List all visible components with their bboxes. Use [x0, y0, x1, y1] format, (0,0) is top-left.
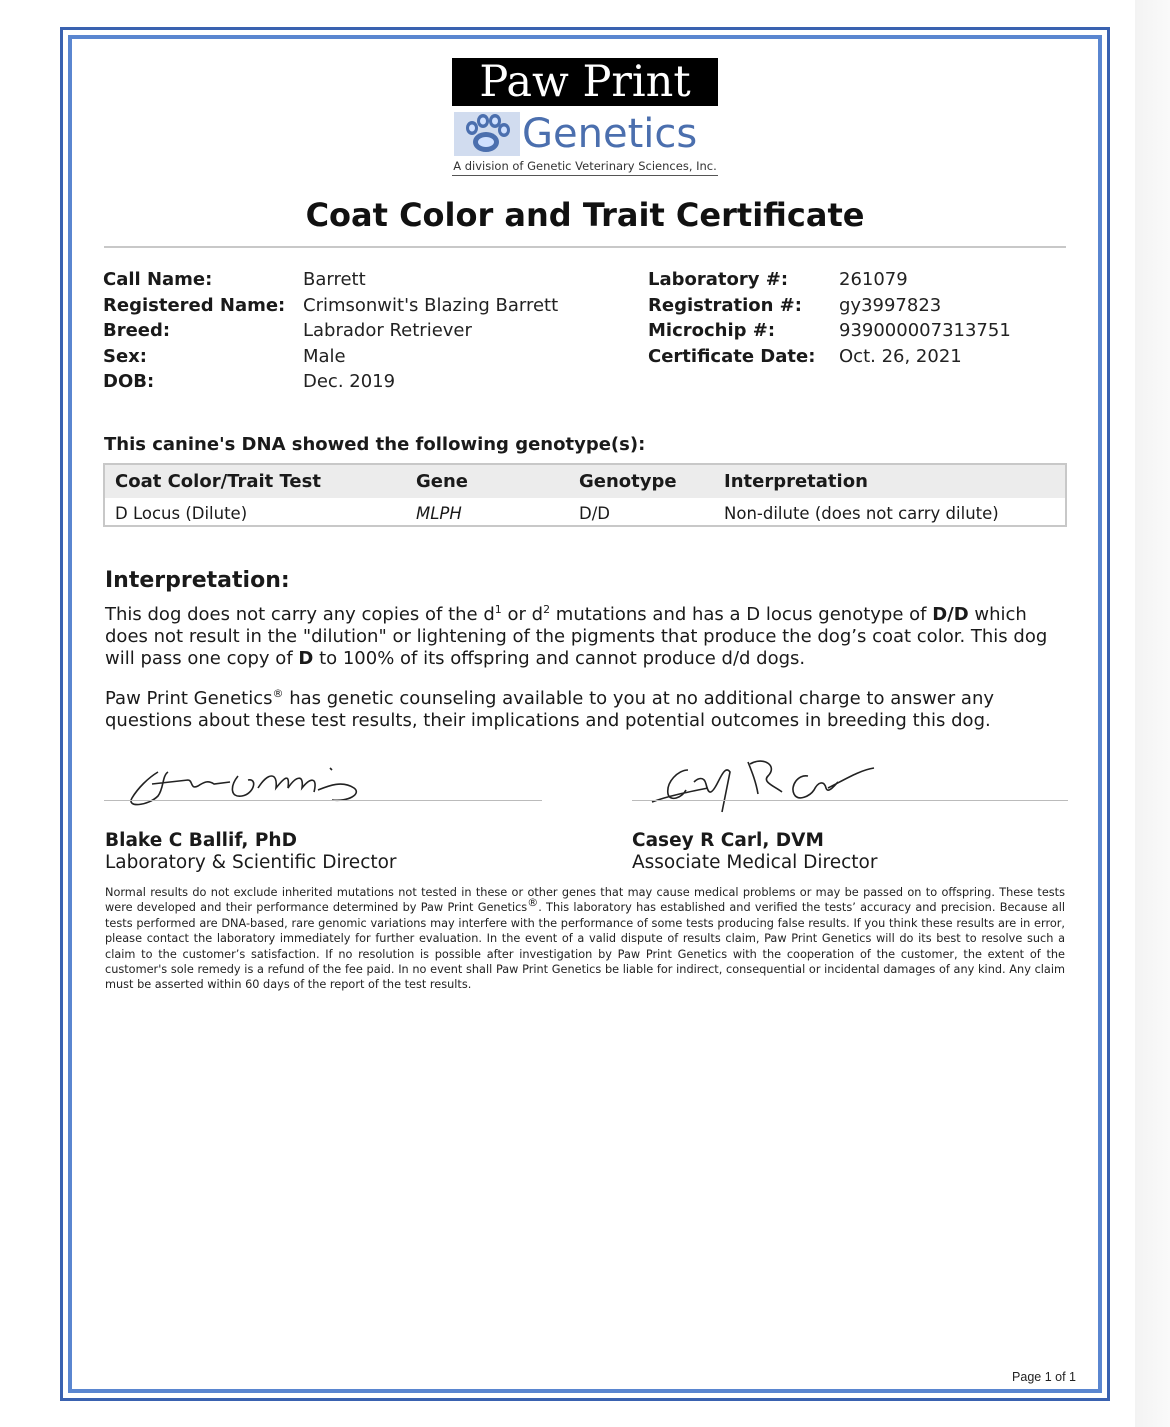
table-cell-interpretation: Non-dilute (does not carry dilute): [724, 504, 999, 523]
table-cell-gene: MLPH: [416, 504, 462, 523]
interpretation-heading: Interpretation:: [105, 568, 290, 593]
registered-name-value: Crimsonwit's Blazing Barrett: [303, 295, 559, 316]
superscript-2: 2: [543, 603, 551, 616]
certificate-title: Coat Color and Trait Certificate: [305, 196, 865, 234]
interpretation-paragraph: [105, 604, 1070, 670]
genotype-bold: D/D: [932, 604, 969, 625]
registered-mark: ®: [527, 896, 539, 910]
interpretation-text: mutations and has a D locus genotype of: [550, 604, 933, 625]
laboratory-number-value: 261079: [839, 269, 908, 290]
genotype-table: [103, 463, 1067, 527]
interpretation-text: or d: [501, 604, 544, 625]
registration-number-label: Registration #:: [648, 295, 802, 316]
call-name-label: Call Name:: [103, 269, 213, 290]
sex-value: Male: [303, 346, 346, 367]
interpretation-text: to 100% of its offspring and cannot produce d/d dogs.: [313, 648, 806, 669]
counseling-text: Paw Print Genetics: [105, 688, 273, 709]
logo-brand-bottom: Genetics: [522, 111, 698, 157]
breed-label: Breed:: [103, 320, 171, 341]
disclaimer-text: Normal results do not exclude inherited mutations not tested in these or other genes that may cause medical problems or may be passed on to offspring. These tests were developed and their performance determined by Paw Print Genetics: [105, 886, 1065, 915]
dob-value: Dec. 2019: [303, 371, 396, 392]
signer-title-right: Associate Medical Director: [632, 852, 878, 873]
table-cell-test: D Locus (Dilute): [115, 504, 248, 523]
company-logo: [452, 58, 720, 176]
signature-ballif: [118, 758, 378, 814]
interpretation-text: This dog does not carry any copies of the d: [105, 604, 495, 625]
disclaimer-text: . This laboratory has established and verified the tests’ accuracy and precision. Because all tests performed are DNA-based, rare genomic variations may interfere with the performance of some tests producing false results. If you think these results are in error, please contact the laboratory immediately for further evaluation. In the event of a valid dispute of results claim, Paw Print Genetics will do its best to resolve such a claim to the customer’s satisfaction. If no resolution is possible after investigation by Paw Print Genetics with the cooperation of the customer, the extent of the customer's sole remedy is a refund of the fee paid. In no event shall Paw Print Genetics be liable for indirect, consequential or incidental damages of any kind. Any claim must be asserted within 60 days of the report of the test results.: [105, 901, 1065, 992]
logo-tagline: A division of Genetic Veterinary Sciences, Inc.: [453, 159, 717, 173]
column-header-test: Coat Color/Trait Test: [115, 471, 321, 492]
signer-title-left: Laboratory & Scientific Director: [105, 852, 397, 873]
laboratory-number-label: Laboratory #:: [648, 269, 789, 290]
column-header-genotype: Genotype: [579, 471, 677, 492]
signer-name-right: Casey R Carl, DVM: [632, 830, 824, 851]
dob-label: DOB:: [103, 371, 155, 392]
column-header-interpretation: Interpretation: [724, 471, 868, 492]
column-header-gene: Gene: [416, 471, 469, 492]
signer-name-left: Blake C Ballif, PhD: [105, 830, 297, 851]
signature-line-left: [104, 800, 542, 801]
call-name-value: Barrett: [303, 269, 366, 290]
table-cell-genotype: D/D: [579, 504, 610, 523]
signature-line-right: [632, 800, 1068, 801]
registration-number-value: gy3997823: [839, 295, 942, 316]
microchip-number-label: Microchip #:: [648, 320, 776, 341]
paw-print-icon: [452, 108, 522, 160]
title-divider: [104, 246, 1066, 248]
page-edge-shadow: [1135, 0, 1170, 1427]
interpretation-text: which does not result in the "dilution" or lightening of the pigments that produce the dog’s coat color. This dog will pass one copy of: [105, 604, 1048, 669]
counseling-text: has genetic counseling available to you at no additional charge to answer any questions about these test results, their implications and potential outcomes in breeding this dog.: [105, 688, 995, 731]
legal-disclaimer: [105, 885, 1065, 993]
counseling-paragraph: [105, 688, 1070, 732]
certificate-date-label: Certificate Date:: [648, 346, 816, 367]
breed-value: Labrador Retriever: [303, 320, 472, 341]
registered-mark: ®: [272, 687, 284, 700]
microchip-number-value: 939000007313751: [839, 320, 1011, 341]
registered-name-label: Registered Name:: [103, 295, 286, 316]
page-number: Page 1 of 1: [1012, 1370, 1076, 1384]
allele-bold: D: [298, 648, 314, 669]
certificate-date-value: Oct. 26, 2021: [839, 346, 962, 367]
sex-label: Sex:: [103, 346, 147, 367]
logo-brand-top: Paw Print: [452, 58, 718, 106]
genotype-heading: This canine's DNA showed the following genotype(s):: [104, 434, 646, 455]
signature-carl: [648, 752, 888, 814]
logo-underline: [452, 175, 718, 176]
superscript-1: 1: [494, 603, 502, 616]
